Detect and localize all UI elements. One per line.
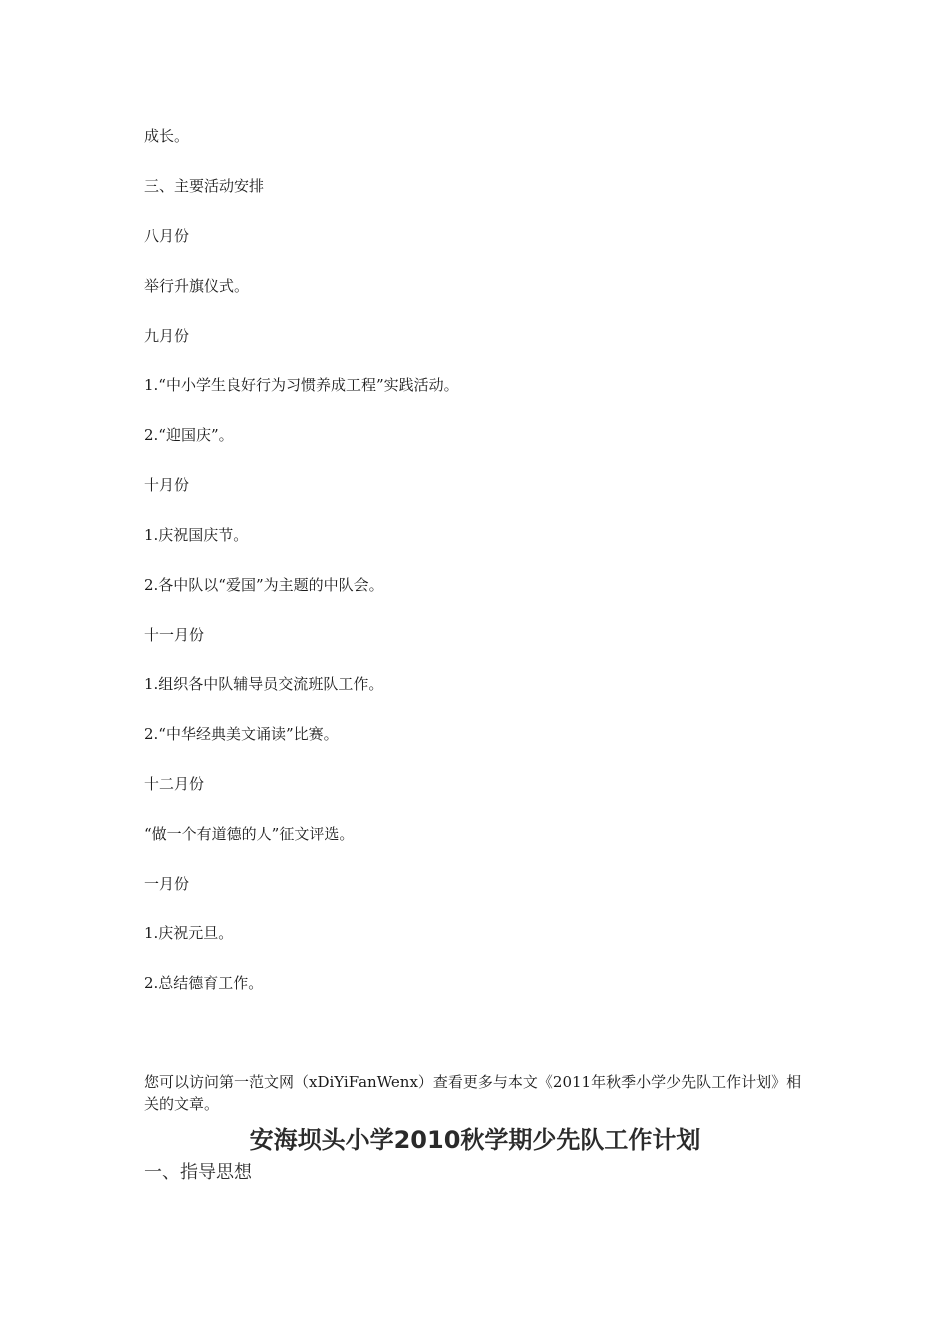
december-item: “做一个有道德的人”征文评选。 — [144, 825, 355, 843]
august-item: 举行升旗仪式。 — [144, 277, 250, 295]
month-january: 一月份 — [144, 875, 190, 893]
source-note: 您可以访问第一范文网（xDiYiFanWenx）查看更多与本文《2011年秋季小学少先队工作计划》相关的文章。 — [144, 1073, 802, 1113]
november-item-1: 1.组织各中队辅导员交流班队工作。 — [144, 675, 384, 693]
november-item-2: 2.“中华经典美文诵读”比赛。 — [144, 725, 339, 743]
month-november: 十一月份 — [144, 626, 205, 644]
paragraph-continuation: 成长。 — [144, 127, 190, 145]
month-september: 九月份 — [144, 327, 190, 345]
september-item-2: 2.“迎国庆”。 — [144, 426, 234, 444]
next-document-heading: 一、指导思想 — [144, 1162, 252, 1183]
month-october: 十月份 — [144, 476, 190, 494]
october-item-1: 1.庆祝国庆节。 — [144, 526, 249, 544]
september-item-1: 1.“中小学生良好行为习惯养成工程”实践活动。 — [144, 376, 459, 394]
january-item-2: 2.总结德育工作。 — [144, 974, 264, 992]
january-item-1: 1.庆祝元旦。 — [144, 924, 234, 942]
section-heading-activities: 三、主要活动安排 — [144, 177, 265, 195]
next-document-title: 安海坝头小学2010秋学期少先队工作计划 — [249, 1126, 701, 1154]
month-december: 十二月份 — [144, 775, 205, 793]
october-item-2: 2.各中队以“爱国”为主题的中队会。 — [144, 576, 384, 594]
month-august: 八月份 — [144, 227, 190, 245]
